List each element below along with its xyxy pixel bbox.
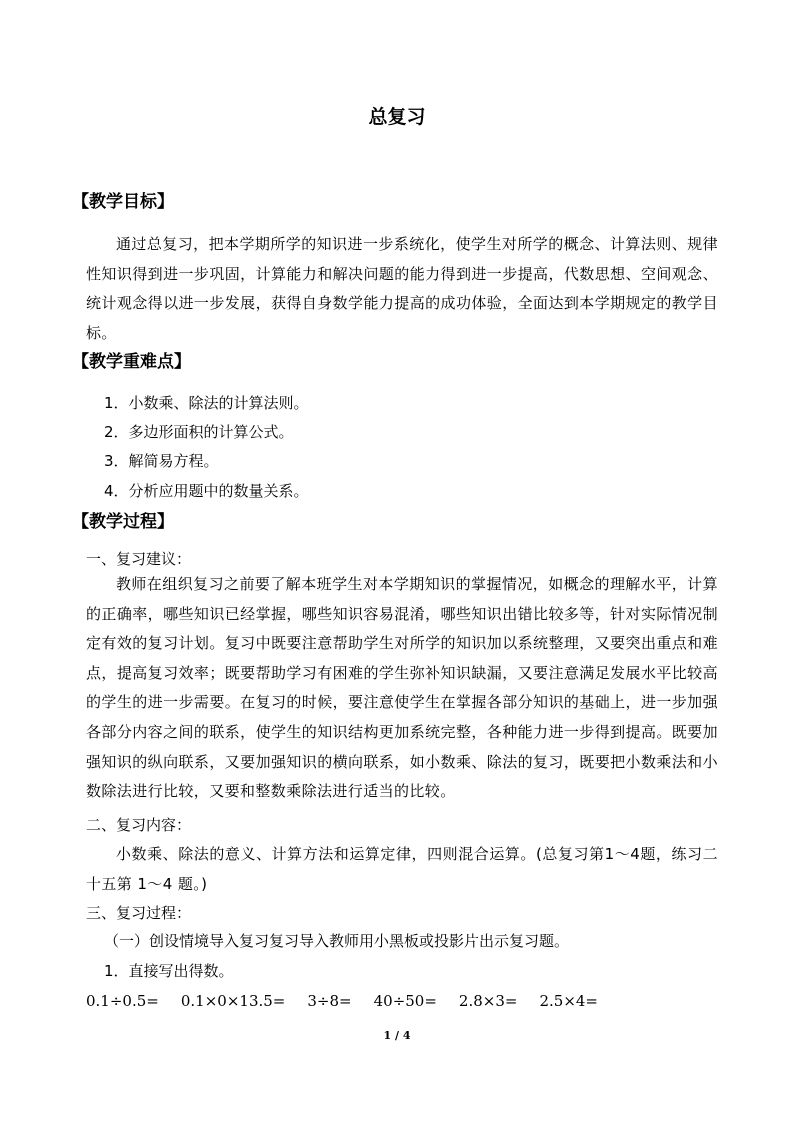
key-point-item-4: 4．分析应用题中的数量关系。	[104, 482, 309, 500]
review-suggestion-title: 一、复习建议：	[86, 550, 192, 568]
objectives-paragraph: 通过总复习，把本学期所学的知识进一步系统化，使学生对所学的概念、计算法则、规律性知识得到进一步巩固，计算能力和解决问题的能力得到进一步提高，代数思想、空间观念、统计观念得以进一步发展，获得自身数学能力提高的成功体验，全面达到本学期规定的教学目标。	[86, 235, 718, 342]
key-point-item-3: 3．解简易方程。	[104, 452, 219, 470]
review-suggestion-paragraph: 教师在组织复习之前要了解本班学生对本学期知识的掌握情况，如概念的理解水平，计算的正确率，哪些知识已经掌握，哪些知识容易混淆，哪些知识出错比较多等，针对实际情况制定有效的复习计划。复习中既要注意帮助学生对所学的知识加以系统整理，又要突出重点和难点，提高复习效率；既要帮助学习有困难的学生弥补知识缺漏，又要注意满足发展水平比较高的学生的进一步需要。在复习的时候，要注意使学生在掌握各部分知识的基础上，进一步加强各部分内容之间的联系，使学生的知识结构更加系统完整，各种能力进一步得到提高。既要加强知识的纵向联系，又要加强知识的横向联系，如小数乘、除法的复习，既要把小数乘法和小数除法进行比较，又要和整数乘除法进行适当的比较。	[86, 575, 718, 801]
objectives-heading: 【教学目标】	[72, 192, 174, 212]
process-heading: 【教学过程】	[72, 512, 174, 532]
exercise-item: 2.8×3=	[458, 992, 518, 1010]
exercise-title: 1．直接写出得数。	[104, 962, 234, 980]
review-process-subsection: （一）创设情境导入复习复习导入教师用小黑板或投影片出示复习题。	[104, 932, 570, 950]
exercise-item: 2.5×4=	[539, 992, 599, 1010]
exercise-item: 0.1×0×13.5=	[180, 992, 286, 1010]
key-point-item-1: 1．小数乘、除法的计算法则。	[104, 394, 309, 412]
key-points-heading: 【教学重难点】	[72, 352, 191, 372]
exercise-item: 40÷50=	[373, 992, 437, 1010]
key-point-item-2: 2．多边形面积的计算公式。	[104, 423, 294, 441]
exercise-list	[86, 990, 620, 1012]
exercise-item: 0.1÷0.5=	[86, 992, 159, 1010]
exercise-item: 3÷8=	[307, 992, 352, 1010]
review-content-title: 二、复习内容：	[86, 816, 192, 834]
review-process-title: 三、复习过程：	[86, 904, 192, 922]
page-number: 1 / 4	[383, 1029, 411, 1042]
review-content-paragraph: 小数乘、除法的意义、计算方法和运算定律，四则混合运算。(总复习第1～4题，练习二十五第 1～4 题。)	[86, 845, 718, 893]
page-title: 总复习	[368, 106, 426, 128]
